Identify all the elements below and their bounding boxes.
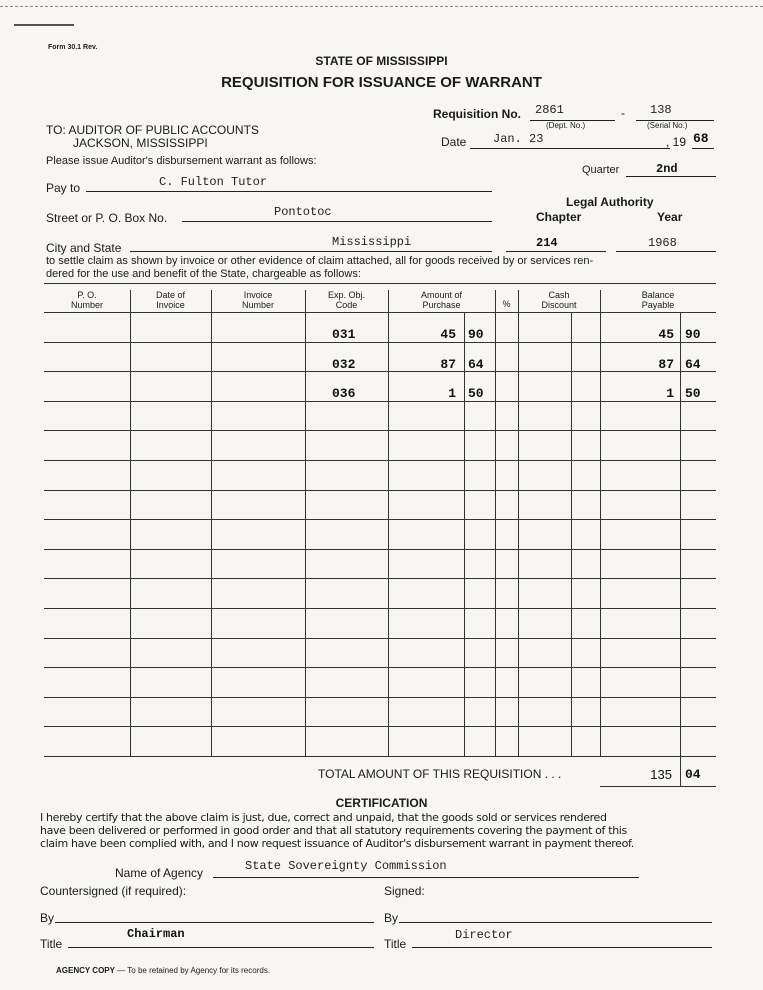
table-row-rule [44,549,716,550]
by-label-right: By [384,911,399,925]
table-row-rule [44,430,716,431]
signed-label: Signed: [384,884,425,898]
certification-heading: CERTIFICATION [335,796,428,810]
legal-authority-heading: Legal Authority [566,195,654,209]
title-line-left [68,947,374,948]
date-value: Jan. 23 [493,132,544,146]
by-line-right [399,922,712,923]
amount-cents-cell: 90 [468,327,484,342]
amount-dollars-cell: 87 [440,357,456,372]
table-row-rule [44,638,716,639]
dept-caption: (Dept. No.) [546,121,586,130]
table-row-rule [44,371,716,372]
date-line [470,148,670,149]
chapter-line [506,251,606,252]
pay-to-label: Pay to [46,181,81,195]
amount-dollars-cell: 1 [448,386,456,401]
balance-cents-cell: 50 [685,386,701,401]
city-line [130,251,492,252]
title-line-right [412,947,712,948]
addressee-line1: TO: AUDITOR OF PUBLIC ACCOUNTS [46,123,259,137]
balance-dollars-cell: 1 [666,386,674,401]
agency-line [213,877,639,878]
title-value-left: Chairman [127,927,185,941]
total-cents: 04 [685,767,701,782]
countersigned-label: Countersigned (if required): [40,884,187,898]
page-title: REQUISITION FOR ISSUANCE OF WARRANT [221,74,542,91]
footer-copy-label: AGENCY COPY [56,966,115,975]
date-label: Date [441,135,467,149]
pay-to-value: C. Fulton Tutor [159,175,268,189]
title-value-right: Director [455,928,513,942]
exp-code-cell: 031 [332,327,356,342]
total-dollars: 135 [650,767,672,782]
table-row-rule [44,726,716,727]
scan-mark [14,24,74,26]
city-label: City and State [46,241,122,255]
year-label: Year [657,210,683,224]
year-prefix: , 19 [666,135,687,149]
header-percent: % [502,299,511,309]
settle-text-line2: dered for the use and benefit of the State, chargeable as follows: [46,268,361,280]
table-row-rule [44,608,716,609]
table-row-rule [44,460,716,461]
footer-copy-text: — To be retained by Agency for its records. [117,966,271,975]
table-row-rule [44,519,716,520]
chapter-value: 214 [536,236,558,250]
certification-line2: have been delivered or performed in good order and that all statutory requirements covering the payment of this [40,824,627,837]
street-value: Pontotoc [274,205,332,219]
table-row-rule [44,401,716,402]
table-row-rule [44,342,716,343]
header-invoice: Invoice Number [241,290,274,310]
scan-edge-top [0,6,763,7]
header-balance: Balance Payable [641,290,675,310]
header-exp-code: Exp. Obj. Code [327,290,365,310]
balance-dollars-cell: 87 [658,357,674,372]
amount-cents-cell: 64 [468,357,484,372]
pay-to-line [86,191,492,192]
certification-line1: I hereby certify that the above claim is just, due, correct and unpaid, that the goods sold or services rendered [40,811,607,824]
chapter-label: Chapter [536,210,582,224]
balance-dollars-cell: 45 [658,327,674,342]
title-label-right: Title [384,937,407,951]
by-label-left: By [40,911,55,925]
authority-year-value: 1968 [648,236,677,250]
balance-cents-cell: 64 [685,357,701,372]
header-po: P. O. Number [70,290,103,310]
table-row-rule [44,667,716,668]
street-line [182,221,492,222]
street-label: Street or P. O. Box No. [46,211,168,225]
header-cash-discount: Cash Discount [541,290,577,310]
city-value: Mississippi [332,235,412,249]
balance-cents-cell: 90 [685,327,701,342]
requisition-dash: - [621,106,625,120]
agency-value: State Sovereignty Commission [245,859,447,873]
instruction-text: Please issue Auditor's disbursement warrant as follows: [46,155,317,167]
settle-text-line1: to settle claim as shown by invoice or other evidence of claim attached, all for goods received by or services ren- [46,255,594,267]
form-number: Form 30.1 Rev. [48,44,98,51]
amount-dollars-cell: 45 [440,327,456,342]
certification-line3: claim have been complied with, and I now request issuance of Auditor's disbursement warrant in payment thereof. [40,837,634,850]
requisition-label: Requisition No. [433,107,521,121]
authority-year-line [616,251,716,252]
by-line-left [55,922,374,923]
quarter-line [626,176,716,177]
amount-cents-cell: 50 [468,386,484,401]
header-date: Date of Invoice [155,290,186,310]
total-label: TOTAL AMOUNT OF THIS REQUISITION . . . [318,767,562,781]
dept-no-value: 2861 [535,103,564,117]
serial-no-value: 138 [650,103,672,117]
table-row-rule [44,578,716,579]
serial-caption: (Serial No.) [647,121,688,130]
state-heading: STATE OF MISSISSIPPI [315,54,448,68]
addressee-line2: JACKSON, MISSISSIPPI [73,136,208,150]
table-row-rule [44,697,716,698]
quarter-label: Quarter [582,164,620,176]
year-suffix: 68 [693,131,709,146]
footer-copy [56,966,270,975]
year-line [692,148,714,149]
title-label-left: Title [40,937,63,951]
exp-code-cell: 036 [332,386,356,401]
table-row-rule [44,490,716,491]
header-amount: Amount of Purchase [420,290,463,310]
exp-code-cell: 032 [332,357,356,372]
quarter-value: 2nd [656,162,678,176]
agency-label: Name of Agency [115,866,204,880]
